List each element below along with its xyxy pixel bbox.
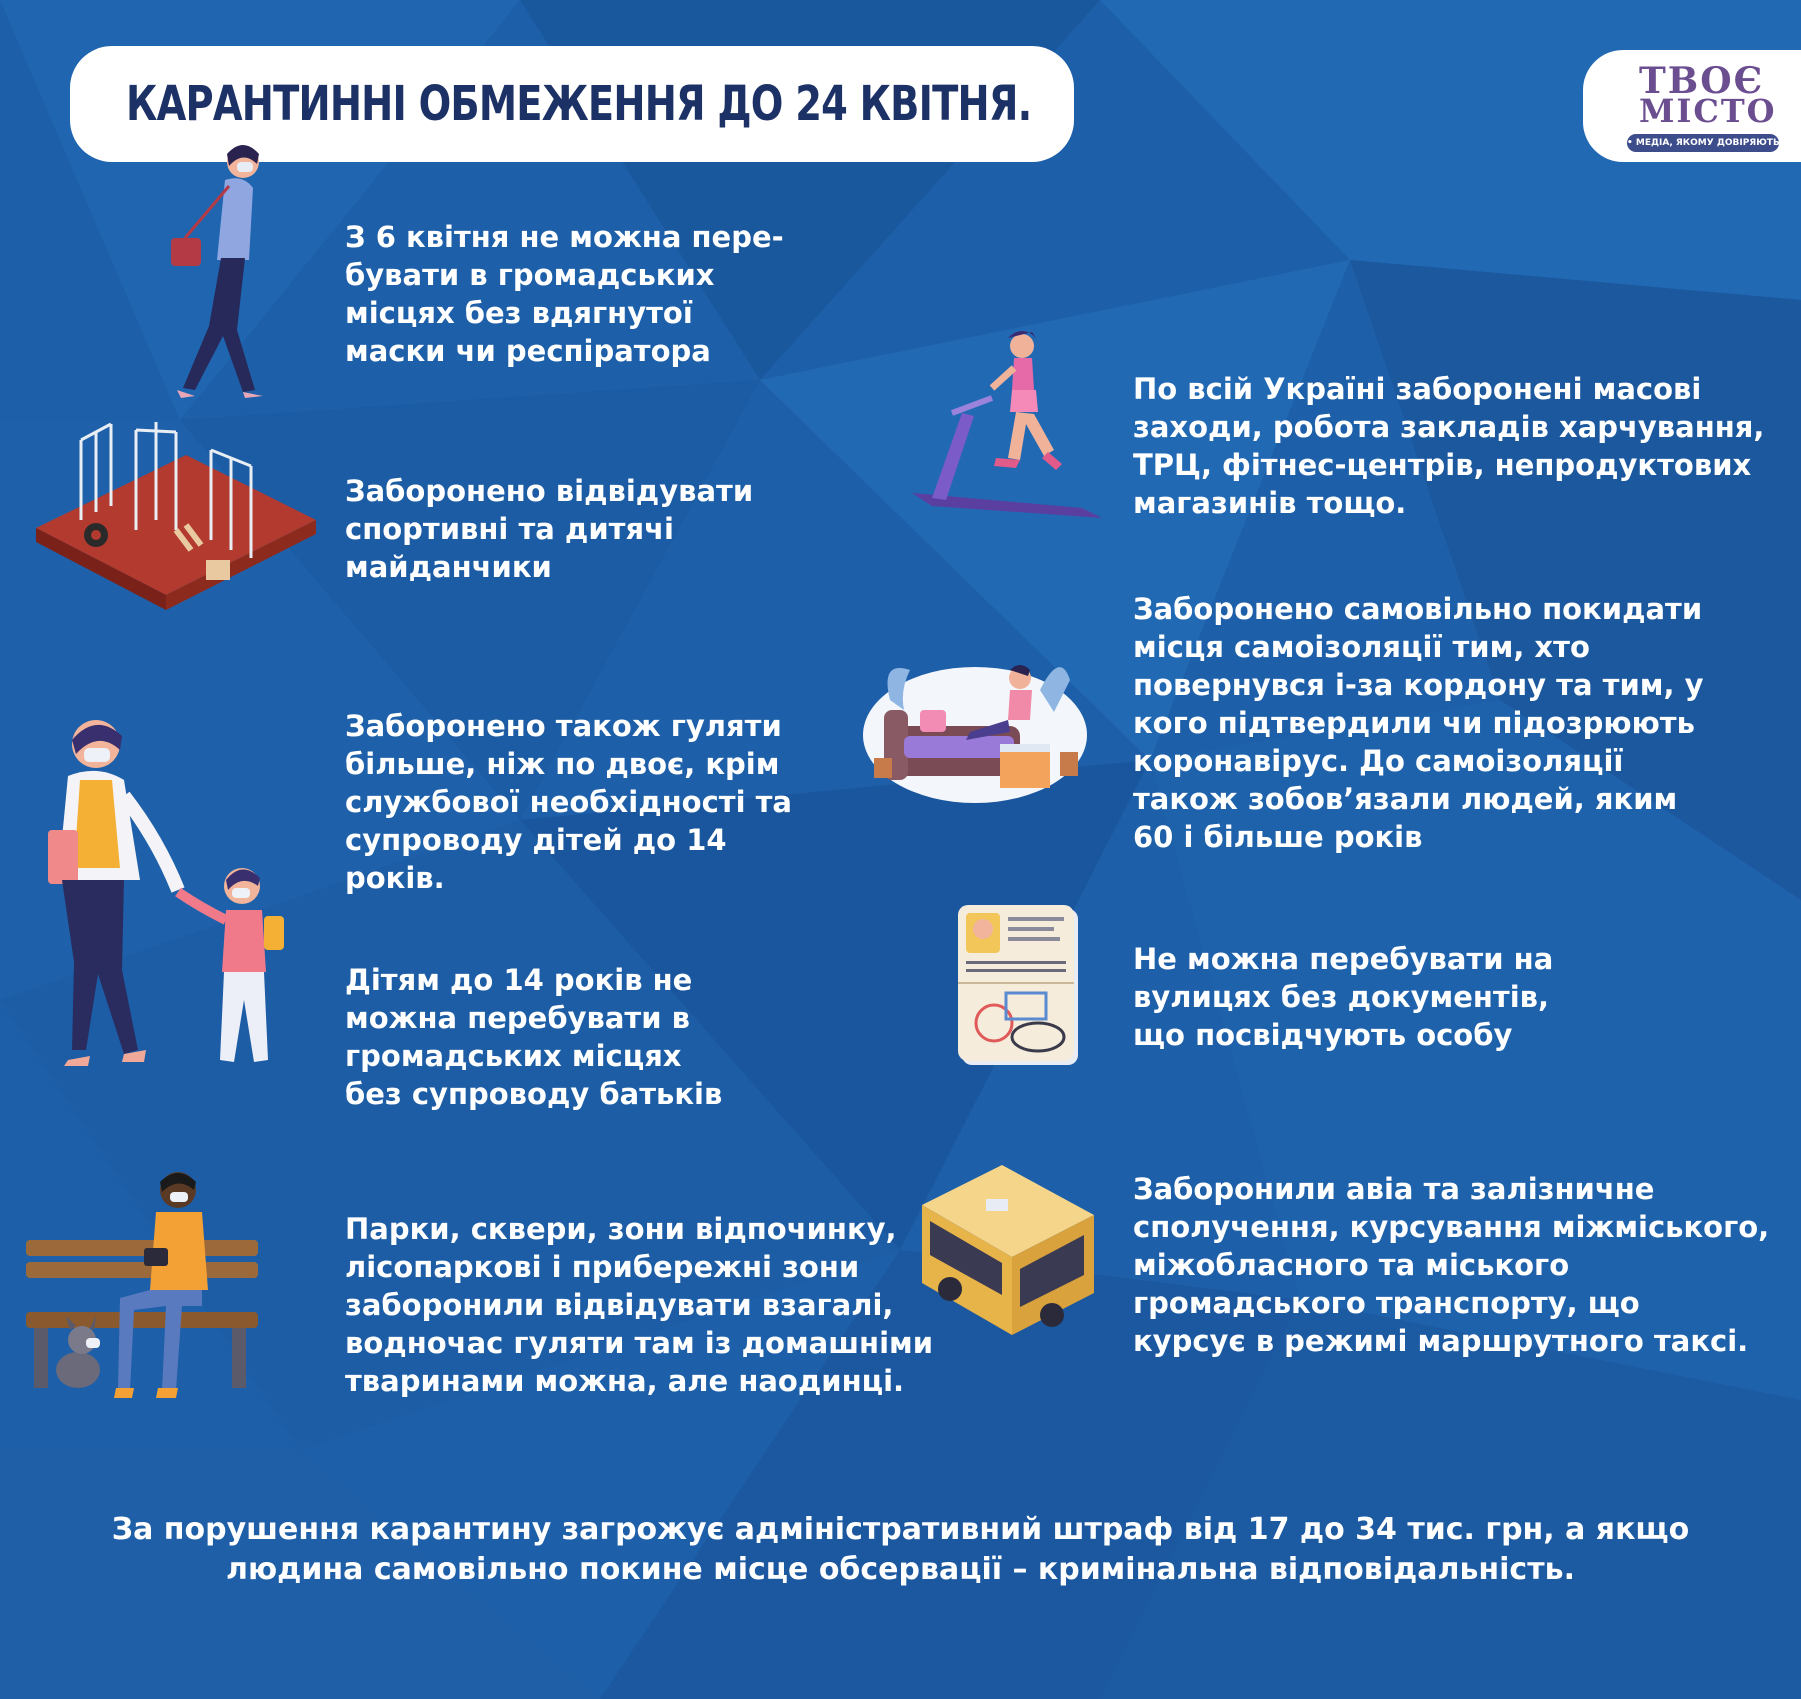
- sports-ground-icon: [36, 410, 316, 625]
- rule-mass-events: По всій Україні заборонені масові заходи, робота закладів харчування, ТРЦ, фітнес-центрів, непродуктових магазинів тощо.: [1133, 372, 1765, 520]
- passport-document-icon: [958, 905, 1080, 1065]
- rule-mask: З 6 квітня не можна пере- бувати в громадських місцях без вдягнутої маски чи респіратора: [345, 220, 784, 368]
- rule-parks: Парки, сквери, зони відпочинку, лісопаркові і прибережні зони заборонили відвідувати взагалі, водночас гуляти там із домашніми тваринами можна, але наодинці.: [345, 1212, 934, 1398]
- rule-documents: Не можна перебувати на вулицях без документів, що посвідчують особу: [1133, 942, 1554, 1052]
- woman-sofa-home-icon: [860, 640, 1090, 810]
- rule-self-isolation: Заборонено самовільно покидати місця самоізоляції тим, хто повернувся і-за кордону та тим, у кого підтвердили чи підозрюють коронавірус. До самоізоляції також зобов’язали людей, яким 60 і більше років: [1133, 592, 1704, 854]
- woman-walking-mask-icon: [125, 140, 295, 400]
- logo-tagline: • МЕДІА, ЯКОМУ ДОВІРЯЮТЬ •: [1627, 134, 1779, 152]
- rule-transport: Заборонили авіа та залізничне сполучення, курсування міжміського, міжобласного та міського громадського транспорту, що курсує в режимі маршрутного таксі.: [1133, 1172, 1770, 1358]
- logo-badge: [1583, 50, 1801, 162]
- man-bench-dog-icon: [26, 1170, 288, 1410]
- page-title: КАРАНТИННІ ОБМЕЖЕННЯ ДО 24 КВІТНЯ.: [126, 76, 1032, 132]
- footer-penalty-note: За порушення карантину загрожує адміністративний штраф від 17 до 34 тис. грн, а якщо людина самовільно покине місце обсервації – кримінальна відповідальність.: [111, 1512, 1690, 1587]
- rule-children: Дітям до 14 років не можна перебувати в громадських місцях без супроводу батьків: [345, 963, 723, 1111]
- treadmill-runner-icon: [912, 328, 1102, 528]
- rule-playgrounds: Заборонено відвідувати спортивні та дитячі майданчики: [345, 474, 754, 584]
- minibus-icon: [922, 1165, 1094, 1340]
- rule-walking: Заборонено також гуляти більше, ніж по двоє, крім службової необхідності та супроводу дітей до 14 років.: [345, 709, 792, 895]
- mother-child-walking-icon: [28, 710, 290, 1085]
- logo-text-bottom: МІСТО: [1639, 92, 1777, 130]
- logo-text-top: ТВОЄ: [1639, 60, 1765, 102]
